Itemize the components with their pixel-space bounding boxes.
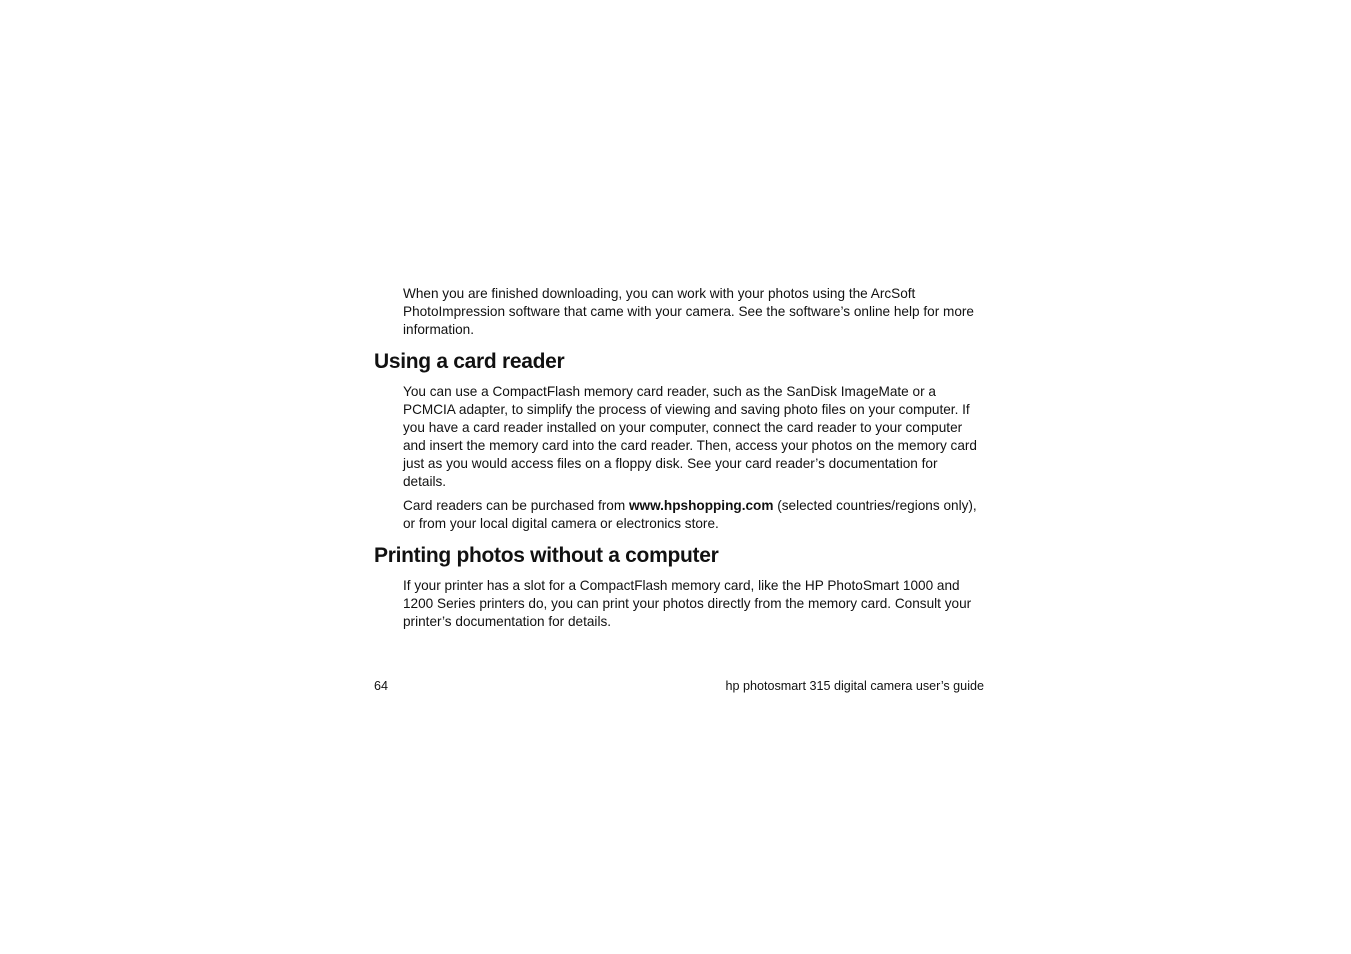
page-number: 64 [374, 679, 389, 693]
hpshopping-link[interactable]: www.hpshopping.com [628, 498, 774, 513]
card-reader-paragraph-2 [403, 497, 983, 533]
intro-paragraph: When you are finished downloading, you can work with your photos using the ArcSoft PhotoImpression software that came with your camera. See the software’s online help for more information. [403, 286, 974, 337]
card-reader-paragraph-1: You can use a CompactFlash memory card reader, such as the SanDisk ImageMate or a PCMCIA adapter, to simplify the process of viewing and saving photo files on your computer. If you have a card reader installed on your computer, connect the card reader to your computer and insert the memory card into the card reader. Then, access your photos on the memory card just as you would access files on a floppy disk. See your card reader’s documentation for details. [403, 384, 977, 489]
card-reader-paragraph-2-prefix: Card readers can be purchased from [403, 498, 629, 513]
printing-paragraph: If your printer has a slot for a CompactFlash memory card, like the HP PhotoSmart 1000 and 1200 Series printers do, you can print your photos directly from the memory card. Consult your printer’s documentation for details. [403, 578, 972, 629]
guide-title: hp photosmart 315 digital camera user’s guide [725, 679, 984, 693]
section-heading-printing: Printing photos without a computer [374, 544, 719, 567]
card-reader-paragraph-2-suffix: (selected countries/regions only), or from your local digital camera or electronics store. [403, 498, 977, 531]
page-content [374, 285, 984, 631]
section-heading-card-reader: Using a card reader [374, 350, 565, 373]
